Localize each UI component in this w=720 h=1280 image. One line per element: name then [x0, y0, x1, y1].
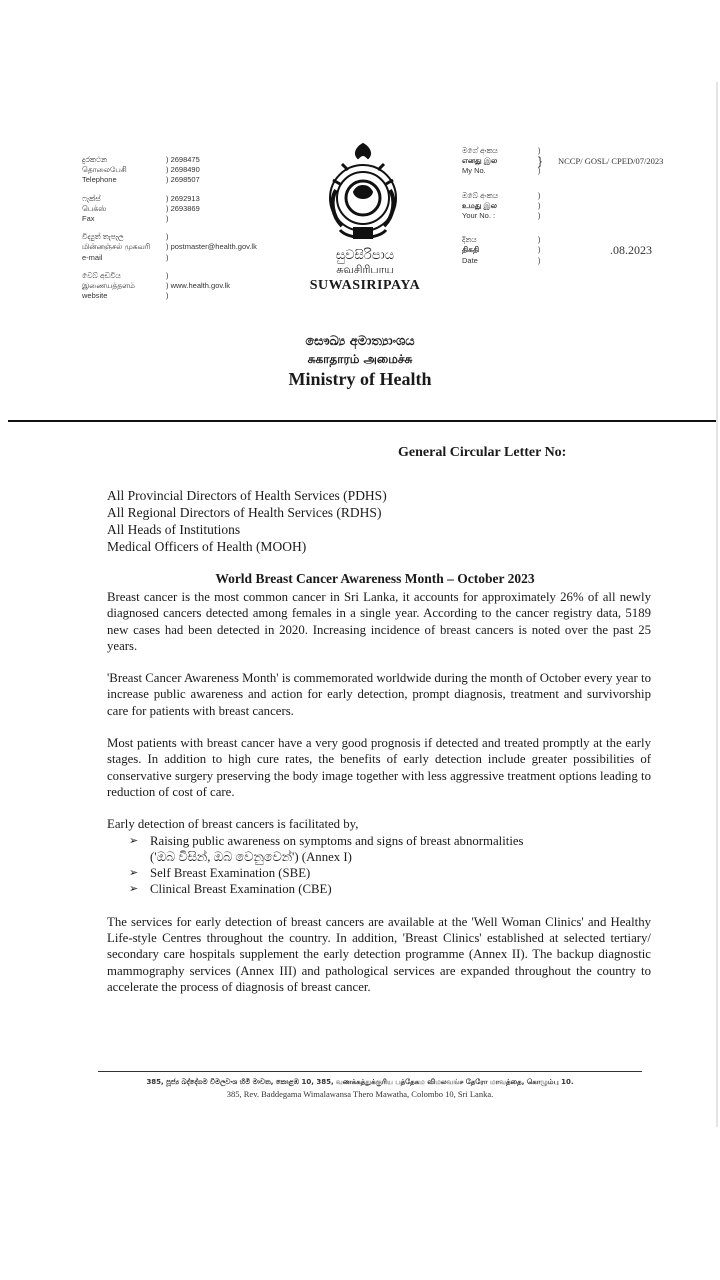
detection-list	[107, 833, 651, 898]
email-label-ta: மின்னஞ்சல் முகவரி	[82, 242, 151, 252]
paragraph: Most patients with breast cancer have a very good prognosis if detected and treated promptly at the early stages. In addition to high cure rates, the benefits of early detection include greater possibilities of conservative surgery preserving the body image together with less aggressive treatment options leading to reduction of cost of care.	[107, 736, 651, 799]
my-no-value: NCCP/ GOSL/ CPED/07/2023	[558, 156, 664, 167]
list-item: ➢ Self Breast Examination (SBE)	[129, 866, 311, 881]
letter-body	[107, 589, 651, 1011]
recipient-item: Medical Officers of Health (MOOH)	[107, 539, 307, 554]
date-label-ta: திகதி	[462, 245, 480, 255]
address-english: 385, Rev. Baddegama Wimalawansa Thero Mawatha, Colombo 10, Sri Lanka.	[226, 1089, 494, 1099]
top-blank-area	[0, 0, 720, 82]
paragraph: Breast cancer is the most common cancer in Sri Lanka, it accounts for approximately 26% of all newly diagnosed cancers detected among females in a single year. According to the cancer registry data, 5189 new cases had been detected in 2020. Increasing incidence of breast cancers is noted over the past 25 years.	[107, 590, 651, 653]
your-no-label-ta: உமது இல	[462, 200, 497, 210]
fax-value-1: ) 2692913	[166, 193, 200, 203]
fax-value-2: ) 2693869	[166, 203, 200, 213]
page-edge	[716, 82, 718, 1127]
ministry-title	[0, 332, 720, 390]
date-value: .08.2023	[610, 243, 652, 258]
fax-group	[82, 194, 292, 225]
list-item: ➢ Clinical Breast Examination (CBE)	[129, 882, 332, 897]
address-local: 385, පූජ්‍ය බද්දේගම විමලවංශ හිමි මාවත, කොළඹ 10, 385, வணக்கத்துக்குரிய பத்தேகம விமலவங்ச தேரோ மாவத்தை, கொழும்பு 10.	[146, 1078, 574, 1086]
footer-divider	[98, 1071, 642, 1072]
annex-note: ('ඔබ විසින්, ඔබ වෙනුවෙන්') (Annex I)	[150, 849, 352, 864]
arrow-bullet-icon: ➢	[129, 883, 139, 896]
website-label-si: වෙබ් අඩවිය	[82, 270, 121, 280]
ministry-english: Ministry of Health	[288, 369, 432, 389]
email-label-en: e-mail	[82, 252, 103, 262]
fax-label-si: ෆැක්ස්	[82, 193, 101, 203]
contact-block	[82, 155, 292, 309]
brand-sinhala: සුවසිරිපාය	[335, 248, 395, 263]
your-no-label-en: Your No. :	[462, 211, 496, 221]
paragraph: The services for early detection of breast cancers are available at the 'Well Woman Clinics' and Healthy Life-style Centres throughout the country. In addition, 'Breast Clinics' established at selected tertiary/ secondary care hospitals supplement the early detection programme (Annex II). The backup diagnostic mammography services (Annex III) and pathological services are expanded throughout the country to accelerate the process of diagnosis of breast cancer.	[107, 914, 651, 994]
address-footer	[0, 1076, 720, 1100]
website-url: ) www.health.gov.lk	[166, 281, 231, 291]
reference-block: මගේ අංකය ) எனது இல } NCCP/ GOSL/ CPED/07/2023 My No. ) ඔබේ අංකය ) உமது இல ) Your No. : ) දිනය ) திகதி ) .08.2023 Date )	[462, 146, 664, 265]
telephone-value-3: ) 2698507	[166, 175, 200, 185]
arrow-bullet-icon: ➢	[129, 867, 139, 880]
email-group	[82, 232, 292, 263]
recipient-item: All Heads of Institutions	[107, 522, 241, 537]
telephone-label-ta: தொலைபேசி	[82, 165, 127, 175]
recipient-item: All Provincial Directors of Health Services (PDHS)	[107, 488, 387, 503]
paragraph: Early detection of breast cancers is facilitated by,	[107, 817, 359, 832]
telephone-label-en: Telephone	[82, 175, 117, 185]
your-no-label-si: ඔබේ අංකය	[462, 190, 499, 200]
date-label-si: දිනය	[462, 235, 477, 245]
paragraph: 'Breast Cancer Awareness Month' is commemorated worldwide during the month of October every year to increase public awareness and action for early detection, prompt diagnosis, treatment and survivorship care for patients with breast cancers.	[107, 671, 651, 718]
recipient-list	[107, 487, 387, 555]
fax-label-ta: பெக்ஸ்	[82, 203, 107, 213]
email-value-3: )	[166, 252, 169, 262]
telephone-value-2: ) 2698490	[166, 165, 200, 175]
fax-value-3: )	[166, 214, 169, 224]
website-value-3: )	[166, 291, 169, 301]
website-value-1: )	[166, 270, 169, 280]
email-label-si: විද්‍යුත් තැපෑල	[82, 232, 124, 242]
brand-english: SUWASIRIPAYA	[309, 278, 421, 293]
arrow-bullet-icon: ➢	[129, 834, 139, 847]
header-divider	[8, 420, 716, 422]
brand-tamil: சுவசிரிபாய	[336, 263, 394, 276]
ministry-tamil: சுகாதாரம் அமைச்சு	[307, 352, 413, 366]
fax-label-en: Fax	[82, 214, 95, 224]
website-label-en: website	[82, 291, 108, 301]
ministry-sinhala: සෞඛ්‍ය අමාත්‍යාංශය	[305, 334, 415, 349]
telephone-value-1: ) 2698475	[166, 155, 200, 164]
my-no-label-en: My No.	[462, 166, 486, 176]
circular-number: General Circular Letter No:	[398, 445, 567, 460]
date-label-en: Date	[462, 255, 478, 265]
brand-title	[290, 248, 440, 295]
recipient-item: All Regional Directors of Health Services (RDHS)	[107, 505, 382, 520]
telephone-group	[82, 155, 292, 186]
website-label-ta: இணையத்தளம்	[82, 281, 135, 291]
sri-lanka-emblem-icon	[318, 140, 408, 250]
my-no-label-si: මගේ අංකය	[462, 146, 498, 155]
my-no-label-ta: எனது இல	[462, 156, 498, 166]
email-value-1: )	[166, 232, 169, 242]
letter-subject: World Breast Cancer Awareness Month – October 2023	[215, 571, 535, 586]
list-item: ➢ Raising public awareness on symptoms and signs of breast abnormalities ('ඔබ විසින්, ඔබ වෙනුවෙන්') (Annex I)	[129, 833, 524, 864]
telephone-label-si: දුරකථන	[82, 155, 108, 164]
website-group	[82, 271, 292, 302]
email-address: ) postmaster@health.gov.lk	[166, 242, 257, 252]
